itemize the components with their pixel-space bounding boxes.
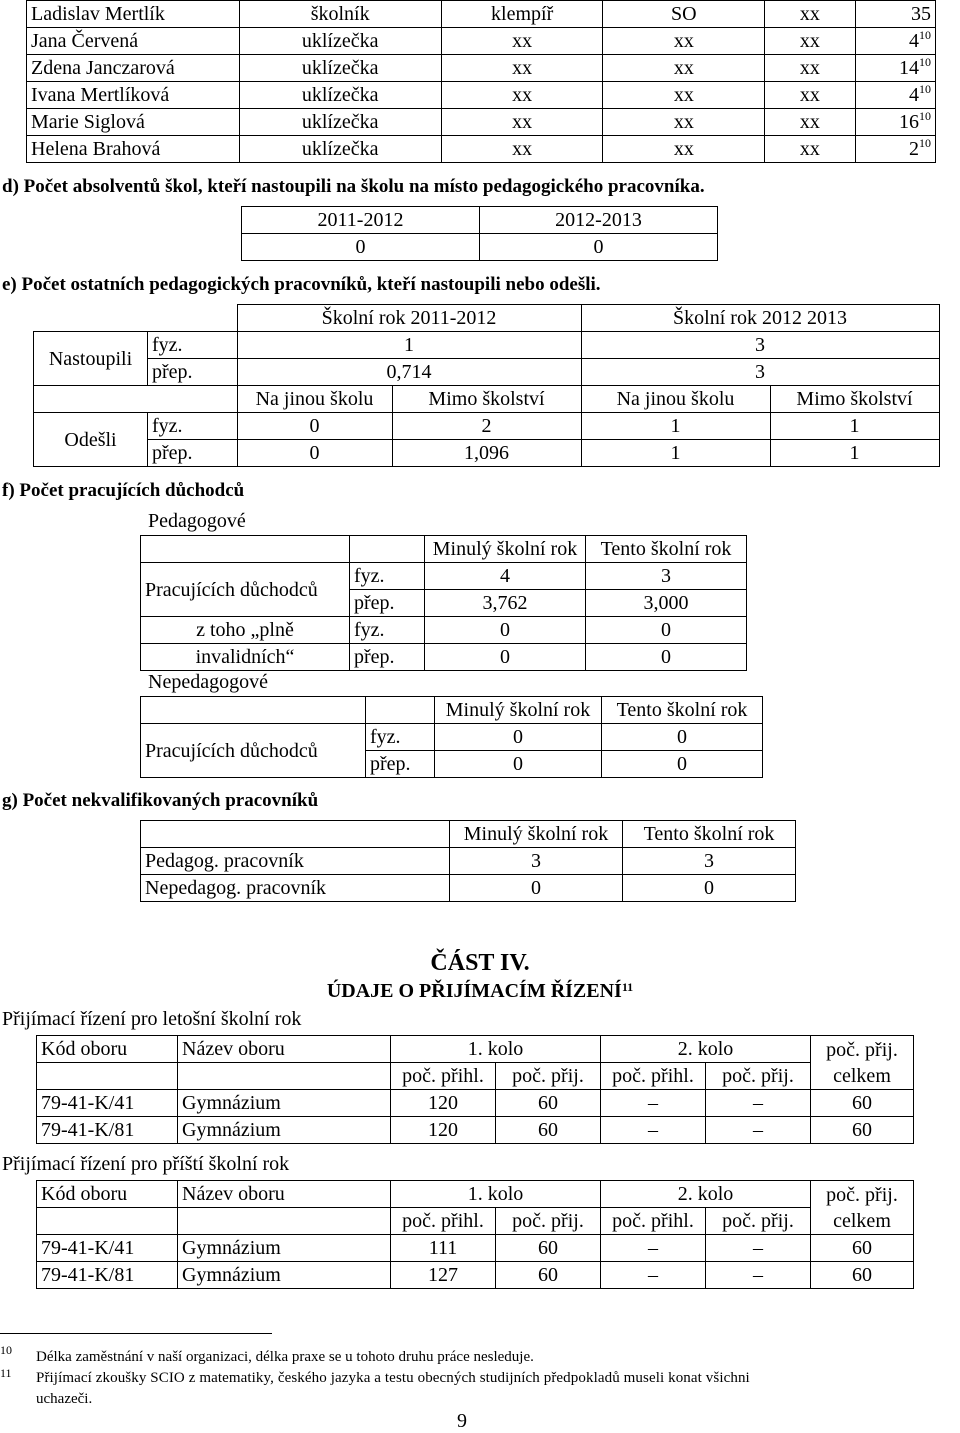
a-cell: 127 (391, 1262, 496, 1289)
table-row (37, 1117, 914, 1144)
code-cell: 79-41-K/41 (37, 1090, 178, 1117)
name-cell: Gymnázium (178, 1262, 391, 1289)
name-cell: Jana Červená (27, 28, 240, 55)
year-cell: 2012-2013 (480, 207, 718, 234)
dash-cell: – (706, 1090, 811, 1117)
edu-cell: xx (603, 109, 765, 136)
c5-cell: xx (765, 136, 855, 163)
c5-cell: xx (765, 28, 855, 55)
dash-cell: – (706, 1262, 811, 1289)
pos-cell: uklízečka (239, 109, 441, 136)
table-row (27, 136, 936, 163)
dash-cell: – (706, 1117, 811, 1144)
part-subtitle: ÚDAJE O PŘIJÍMACÍM ŘÍZENÍ$^{11}$ (326, 980, 634, 1002)
admission-next-table: Kód oboru Název oboru 1. kolo 2. kolo poč. přij. celkem poč. přihl. poč. přij. poč. přihl. poč. přij. 79-41-K/41 Gymnázium 111 60 – – 60 79-41-K/81 Gymnázium 127 60 – – 60 (36, 1180, 914, 1289)
tot-cell: 60 (811, 1117, 914, 1144)
pos-cell: uklízečka (239, 136, 441, 163)
c5-cell: xx (765, 82, 855, 109)
pos-cell: uklízečka (239, 28, 441, 55)
name-cell: Ivana Mertlíková (27, 82, 240, 109)
edu-cell: xx (603, 136, 765, 163)
footnote-text: Přijímací zkoušky SCIO z matematiky, českého jazyka a testu obecných studijních předpokladů museli konat všichni (36, 1370, 750, 1386)
admission-next-title: Přijímací řízení pro příští školní rok (2, 1153, 290, 1175)
value-cell: 0 (480, 234, 718, 261)
pos-cell: školník (239, 1, 441, 28)
years-cell: $4^{10}$ (855, 28, 935, 55)
tot-cell: 60 (811, 1262, 914, 1289)
staff-table (26, 0, 936, 163)
name-cell: Ladislav Mertlík (27, 1, 240, 28)
dash-cell: – (601, 1117, 706, 1144)
years-cell: $14^{10}$ (855, 55, 935, 82)
row-group-label: Odešli (34, 413, 148, 467)
c5-cell: xx (765, 109, 855, 136)
footnote-text-cont: uchazeči. (36, 1391, 93, 1407)
a-cell: 111 (391, 1235, 496, 1262)
table-row (37, 1235, 914, 1262)
code-cell: 79-41-K/81 (37, 1262, 178, 1289)
table-row (27, 1, 936, 28)
page-number: 9 (457, 1410, 467, 1432)
table-row (37, 1262, 914, 1289)
admission-current-title: Přijímací řízení pro letošní školní rok (2, 1008, 302, 1030)
code-cell: 79-41-K/41 (37, 1235, 178, 1262)
b-cell: 60 (496, 1090, 601, 1117)
table-row (27, 109, 936, 136)
name-cell: Gymnázium (178, 1235, 391, 1262)
value-cell: 0 (242, 234, 480, 261)
dash-cell: – (706, 1235, 811, 1262)
year-cell: 2011-2012 (242, 207, 480, 234)
dash-cell: – (601, 1090, 706, 1117)
table-row (37, 1090, 914, 1117)
years-cell: $4^{10}$ (855, 82, 935, 109)
pos-cell: uklízečka (239, 55, 441, 82)
b-cell: 60 (496, 1117, 601, 1144)
footnote-separator (0, 1333, 272, 1334)
name-cell: Marie Siglová (27, 109, 240, 136)
graduates-table (241, 206, 718, 261)
staff-changes-table: Školní rok 2011-2012 Školní rok 2012 2013 Nastoupili fyz. 1 3 přep. 0,714 3 Na jinou školu Mimo školství Na jinou školu Mimo školství Odešli fyz. 0 2 1 1 přep. 0 1,096 1 1 (33, 304, 940, 467)
edu-cell: xx (603, 82, 765, 109)
tot-cell: 60 (811, 1235, 914, 1262)
section-d-heading: d) Počet absolventů škol, kteří nastoupili na školu na místo pedagogického pracovníka. (2, 176, 705, 197)
trade-cell: xx (441, 136, 603, 163)
prep-label: přep. (148, 359, 238, 386)
b-cell: 60 (496, 1235, 601, 1262)
unqualified-table: Minulý školní rok Tento školní rok Pedagog. pracovník 3 3 Nepedagog. pracovník 0 0 (140, 820, 796, 902)
section-e-heading: e) Počet ostatních pedagogických pracovníků, kteří nastoupili nebo odešli. (2, 274, 601, 295)
section-f-heading: f) Počet pracujících důchodců (2, 480, 245, 501)
fyz-label: fyz. (148, 332, 238, 359)
table-row (27, 28, 936, 55)
edu-cell: xx (603, 28, 765, 55)
footnote-text: Délka zaměstnání v naší organizaci, délka praxe se u tohoto druhu práce nesleduje. (36, 1349, 534, 1365)
dash-cell: – (601, 1262, 706, 1289)
code-cell: 79-41-K/81 (37, 1117, 178, 1144)
part-title: ČÁST IV. (430, 950, 530, 976)
b-cell: 60 (496, 1262, 601, 1289)
trade-cell: xx (441, 28, 603, 55)
admission-current-table: Kód oboru Název oboru 1. kolo 2. kolo poč. přij. celkem poč. přihl. poč. přij. poč. přihl. poč. přij. 79-41-K/41 Gymnázium 120 60 – – 60 79-41-K/81 Gymnázium 120 60 – – 60 (36, 1035, 914, 1144)
footnote: 10 (0, 1343, 12, 1357)
edu-cell: SO (603, 1, 765, 28)
table-row (27, 55, 936, 82)
years-cell: $16^{10}$ (855, 109, 935, 136)
a-cell: 120 (391, 1117, 496, 1144)
non-pedagogues-label: Nepedagogové (148, 671, 268, 693)
year-header: Školní rok 2011-2012 (237, 305, 581, 332)
dash-cell: – (601, 1235, 706, 1262)
years-cell: $2^{10}$ (855, 136, 935, 163)
edu-cell: xx (603, 55, 765, 82)
footnote: 11 (0, 1366, 12, 1380)
c5-cell: xx (765, 1, 855, 28)
trade-cell: xx (441, 55, 603, 82)
pos-cell: uklízečka (239, 82, 441, 109)
pensioners-nonped-table: Minulý školní rok Tento školní rok Pracujících důchodců fyz. 0 0 přep. 0 0 (140, 696, 763, 778)
trade-cell: klempíř (441, 1, 603, 28)
pedagogues-label: Pedagogové (148, 510, 246, 532)
name-cell: Zdena Janczarová (27, 55, 240, 82)
name-cell: Gymnázium (178, 1117, 391, 1144)
name-cell: Helena Brahová (27, 136, 240, 163)
c5-cell: xx (765, 55, 855, 82)
years-cell: 35 (855, 1, 935, 28)
table-row (27, 82, 936, 109)
trade-cell: xx (441, 82, 603, 109)
pensioners-ped-table: Minulý školní rok Tento školní rok Pracujících důchodců fyz. 4 3 přep. 3,762 3,000 z toho „plně fyz. 0 0 invalidních“ přep. 0 0 (140, 535, 747, 671)
section-g-heading: g) Počet nekvalifikovaných pracovníků (2, 790, 319, 811)
year-header: Školní rok 2012 2013 (581, 305, 939, 332)
tot-cell: 60 (811, 1090, 914, 1117)
name-cell: Gymnázium (178, 1090, 391, 1117)
row-group-label: Nastoupili (34, 332, 148, 386)
trade-cell: xx (441, 109, 603, 136)
a-cell: 120 (391, 1090, 496, 1117)
